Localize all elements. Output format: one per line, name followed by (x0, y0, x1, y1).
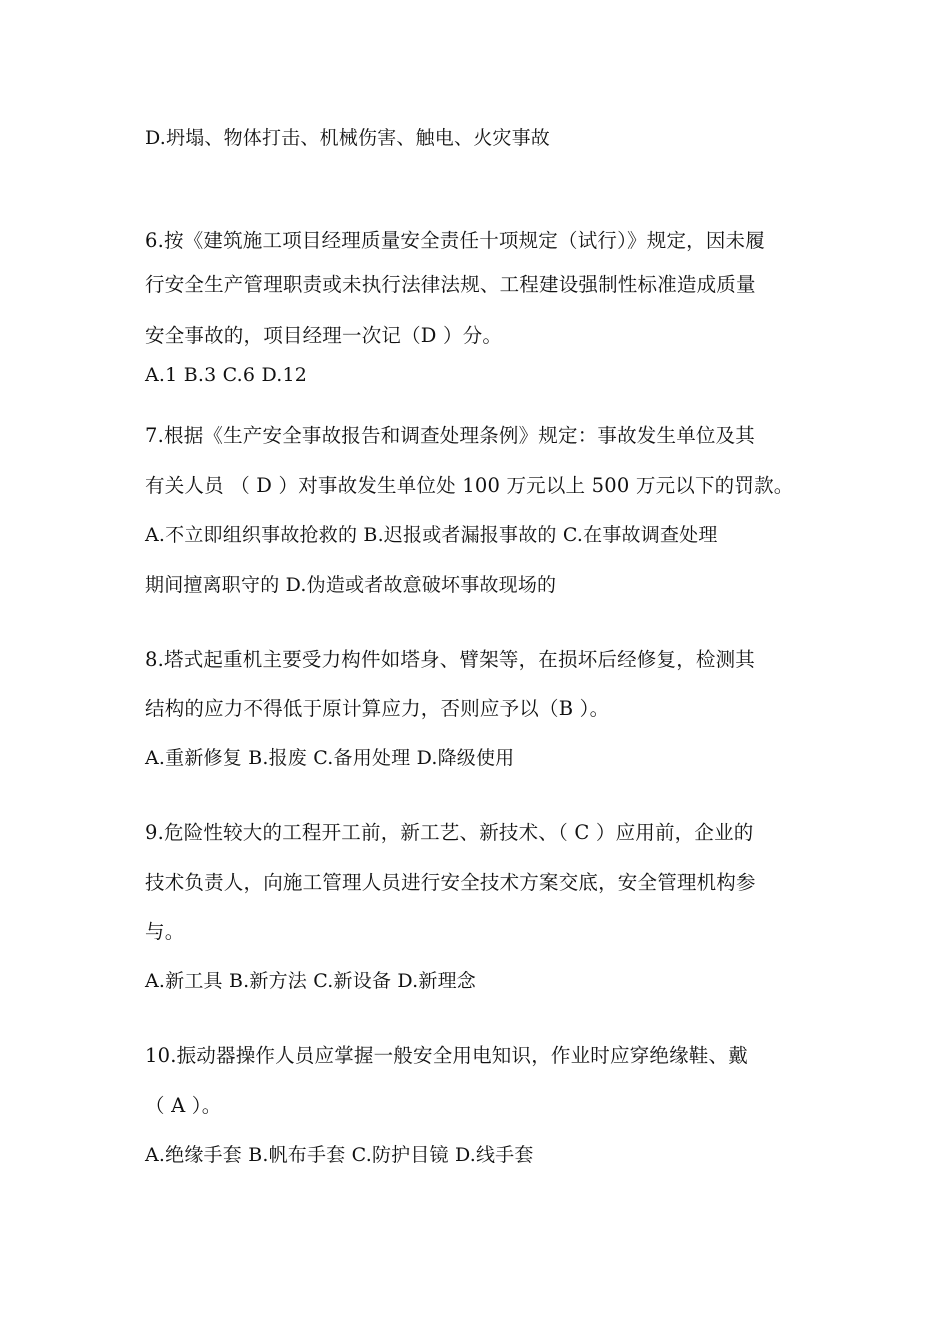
q6-text-line-1: 6.按《建筑施工项目经理质量安全责任十项规定（试行）》规定，因未履 (145, 229, 765, 252)
q10-options: A.绝缘手套 B.帆布手套 C.防护目镜 D.线手套 (145, 1144, 534, 1166)
q7-text-line-2: 有关人员 （ D ）对事故发生单位处 100 万元以上 500 万元以下的罚款。 (145, 474, 794, 497)
q9-text-line-1: 9.危险性较大的工程开工前，新工艺、新技术、（ C ）应用前，企业的 (145, 821, 754, 844)
q10-text-line-1: 10.振动器操作人员应掌握一般安全用电知识，作业时应穿绝缘鞋、戴 (145, 1044, 748, 1067)
q10-text-line-2: （ A ）。 (145, 1094, 222, 1117)
q6-options: A.1 B.3 C.6 D.12 (145, 364, 308, 386)
q8-options: A.重新修复 B.报废 C.备用处理 D.降级使用 (145, 747, 515, 769)
q9-text-line-3: 与。 (145, 920, 185, 943)
q8-text-line-1: 8.塔式起重机主要受力构件如塔身、臂架等，在损坏后经修复，检测其 (145, 648, 756, 671)
q9-text-line-2: 技术负责人，向施工管理人员进行安全技术方案交底，安全管理机构参 (145, 871, 756, 894)
q7-options-line-1: A.不立即组织事故抢救的 B.迟报或者漏报事故的 C.在事故调查处理 (145, 524, 718, 546)
q9-options: A.新工具 B.新方法 C.新设备 D.新理念 (145, 970, 476, 992)
q7-options-line-2: 期间擅离职守的 D.伪造或者故意破坏事故现场的 (145, 574, 557, 596)
q6-text-line-2: 行安全生产管理职责或未执行法律法规、工程建设强制性标准造成质量 (145, 273, 756, 296)
q8-text-line-2: 结构的应力不得低于原计算应力，否则应予以（B ）。 (145, 697, 610, 720)
q7-text-line-1: 7.根据《生产安全事故报告和调查处理条例》规定：事故发生单位及其 (145, 424, 756, 447)
q6-text-line-3: 安全事故的，项目经理一次记（D ）分。 (145, 324, 503, 347)
q5-option-d: D.坍塌、物体打击、机械伤害、触电、火灾事故 (145, 127, 550, 149)
